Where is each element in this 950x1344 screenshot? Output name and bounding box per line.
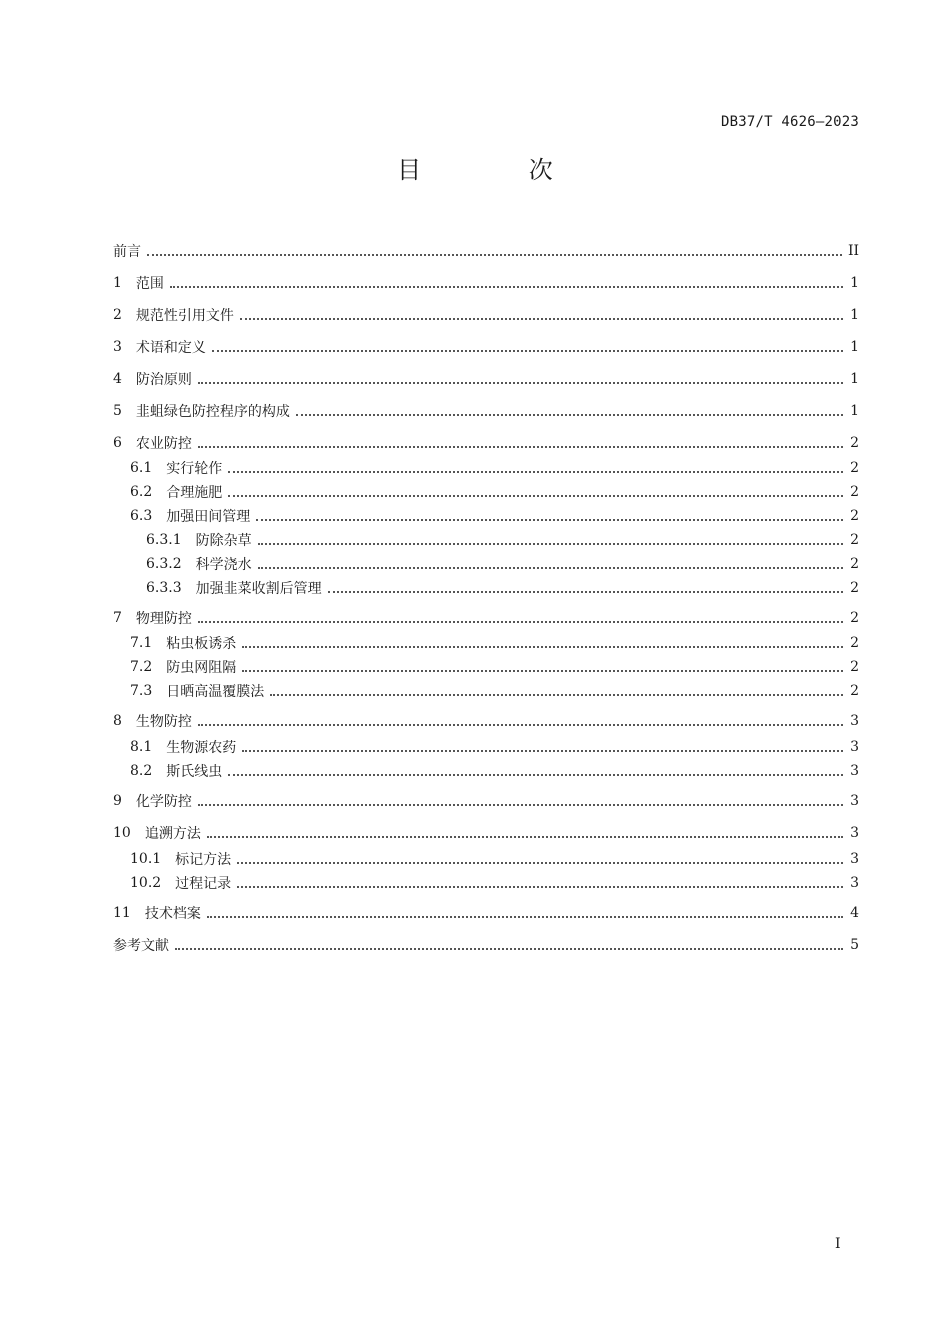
toc-entry[interactable] xyxy=(113,304,859,326)
toc-entry-page: 2 xyxy=(850,460,859,476)
toc-dot-leader xyxy=(258,529,843,551)
toc-entry-number: 10.1 xyxy=(130,851,162,867)
toc-entry-number: 4 xyxy=(113,371,122,387)
toc-entry[interactable] xyxy=(130,848,859,870)
toc-entry-label: 防治原则 xyxy=(135,372,192,388)
toc-entry[interactable] xyxy=(130,481,859,503)
toc-entry-page: 2 xyxy=(850,484,859,500)
toc-entry-label: 范围 xyxy=(135,276,164,292)
toc-entry-label: 化学防控 xyxy=(135,794,192,810)
toc-entry-page: II xyxy=(847,243,859,259)
toc-entry-number: 7 xyxy=(113,610,122,626)
toc-entry-page: 2 xyxy=(850,435,859,451)
toc-entry-page: 3 xyxy=(850,713,859,729)
page-number: I xyxy=(835,1236,841,1252)
toc-dot-leader xyxy=(256,505,843,527)
toc-dot-leader xyxy=(207,902,843,924)
toc-dot-leader xyxy=(198,432,843,454)
toc-entry[interactable] xyxy=(113,607,859,629)
toc-entry-label: 合理施肥 xyxy=(166,485,223,501)
toc-entry[interactable] xyxy=(130,656,859,678)
toc-entry-page: 1 xyxy=(850,307,859,323)
toc-entry-page: 2 xyxy=(850,659,859,675)
toc-entry-page: 2 xyxy=(850,610,859,626)
toc-entry[interactable] xyxy=(113,432,859,454)
toc-entry[interactable] xyxy=(113,790,859,812)
toc-entry[interactable] xyxy=(130,457,859,479)
toc-dot-leader xyxy=(228,481,843,503)
toc-entry-number: 7.2 xyxy=(130,659,153,675)
toc-dot-leader xyxy=(228,760,843,782)
toc-entry[interactable] xyxy=(113,710,859,732)
toc-entry-page: 1 xyxy=(850,339,859,355)
toc-dot-leader xyxy=(240,304,843,326)
toc-dot-leader xyxy=(198,790,843,812)
toc-entry[interactable] xyxy=(113,822,859,844)
toc-entry-number: 10 xyxy=(113,825,131,841)
toc-dot-leader xyxy=(207,822,843,844)
toc-entry-number: 7.1 xyxy=(130,635,153,651)
toc-entry-label: 标记方法 xyxy=(175,852,232,868)
toc-entry[interactable] xyxy=(113,240,859,262)
toc-dot-leader xyxy=(147,240,842,262)
toc-entry-label: 生物源农药 xyxy=(166,740,237,756)
toc-dot-leader xyxy=(228,457,843,479)
toc-entry-number: 6.3.3 xyxy=(146,580,182,596)
toc-dot-leader xyxy=(212,336,843,358)
toc-dot-leader xyxy=(296,400,843,422)
toc-entry[interactable] xyxy=(130,632,859,654)
toc-entry-number: 6.3 xyxy=(130,508,153,524)
toc-entry[interactable] xyxy=(113,336,859,358)
toc-entry-page: 3 xyxy=(850,851,859,867)
toc-entry-number: 1 xyxy=(113,275,122,291)
toc-entry-number: 8.1 xyxy=(130,739,153,755)
toc-dot-leader xyxy=(237,872,843,894)
toc-entry-label: 加强韭菜收割后管理 xyxy=(195,581,322,597)
toc-dot-leader xyxy=(198,607,843,629)
toc-entry-number: 10.2 xyxy=(130,875,162,891)
toc-entry-label: 过程记录 xyxy=(175,876,232,892)
toc-entry[interactable] xyxy=(130,760,859,782)
toc-entry[interactable] xyxy=(130,736,859,758)
toc-entry-page: 3 xyxy=(850,763,859,779)
toc-entry-page: 2 xyxy=(850,580,859,596)
toc-entry-page: 4 xyxy=(850,905,859,921)
toc-entry-number: 2 xyxy=(113,307,122,323)
toc-entry-page: 1 xyxy=(850,403,859,419)
toc-dot-leader xyxy=(170,272,843,294)
toc-entry-page: 2 xyxy=(850,532,859,548)
toc-entry-page: 3 xyxy=(850,875,859,891)
toc-entry-number: 5 xyxy=(113,403,122,419)
toc-dot-leader xyxy=(198,368,843,390)
toc-entry-number: 6.3.1 xyxy=(146,532,182,548)
toc-entry[interactable] xyxy=(146,529,859,551)
toc-entry-page: 2 xyxy=(850,556,859,572)
toc-entry-label: 参考文献 xyxy=(113,938,169,954)
toc-dot-leader xyxy=(175,934,843,956)
toc-entry-number: 9 xyxy=(113,793,122,809)
standard-code: DB37/T 4626—2023 xyxy=(720,114,859,130)
toc-dot-leader xyxy=(328,577,843,599)
toc-entry-number: 6 xyxy=(113,435,122,451)
toc-entry-label: 农业防控 xyxy=(135,436,192,452)
toc-entry-label: 前言 xyxy=(113,244,141,260)
toc-entry-number: 3 xyxy=(113,339,122,355)
toc-entry-page: 5 xyxy=(850,937,859,953)
toc-entry-number: 8.2 xyxy=(130,763,153,779)
toc-entry-page: 2 xyxy=(850,683,859,699)
toc-entry-label: 加强田间管理 xyxy=(166,509,251,525)
toc-dot-leader xyxy=(242,656,843,678)
toc-entry-number: 8 xyxy=(113,713,122,729)
toc-entry[interactable] xyxy=(113,934,859,956)
toc-dot-leader xyxy=(242,736,843,758)
toc-dot-leader xyxy=(237,848,843,870)
toc-entry-page: 3 xyxy=(850,793,859,809)
toc-entry[interactable] xyxy=(146,577,859,599)
toc-entry-label: 实行轮作 xyxy=(166,461,223,477)
toc-entry-label: 技术档案 xyxy=(144,906,201,922)
toc-dot-leader xyxy=(270,680,843,702)
toc-entry-page: 1 xyxy=(850,371,859,387)
toc-entry-number: 6.1 xyxy=(130,460,153,476)
toc-dot-leader xyxy=(242,632,843,654)
toc-entry[interactable] xyxy=(113,368,859,390)
toc-entry[interactable] xyxy=(146,553,859,575)
toc-entry-label: 规范性引用文件 xyxy=(135,308,234,324)
toc-entry-page: 2 xyxy=(850,635,859,651)
toc-entry-number: 6.3.2 xyxy=(146,556,182,572)
toc-entry[interactable] xyxy=(113,272,859,294)
toc-entry-label: 物理防控 xyxy=(135,611,192,627)
toc-entry-label: 追溯方法 xyxy=(144,826,201,842)
toc-entry[interactable] xyxy=(113,902,859,924)
toc-entry[interactable] xyxy=(113,400,859,422)
toc-entry-page: 3 xyxy=(850,739,859,755)
toc-entry-page: 2 xyxy=(850,508,859,524)
toc-entry-number: 11 xyxy=(113,905,131,921)
toc-entry-label: 斯氏线虫 xyxy=(166,764,223,780)
toc-entry-label: 防除杂草 xyxy=(195,533,252,549)
toc-entry-page: 1 xyxy=(850,275,859,291)
toc-entry-page: 3 xyxy=(850,825,859,841)
page-title: 目 次 xyxy=(397,156,603,184)
toc-entry-number: 6.2 xyxy=(130,484,153,500)
toc-entry-number: 7.3 xyxy=(130,683,153,699)
toc-entry[interactable] xyxy=(130,680,859,702)
toc-dot-leader xyxy=(258,553,843,575)
toc-entry-label: 生物防控 xyxy=(135,714,192,730)
toc-entry-label: 日晒高温覆膜法 xyxy=(166,684,265,700)
toc-entry-label: 术语和定义 xyxy=(135,340,206,356)
toc-entry[interactable] xyxy=(130,505,859,527)
toc-entry-label: 防虫网阻隔 xyxy=(166,660,237,676)
toc-entry-label: 科学浇水 xyxy=(195,557,252,573)
toc-entry-label: 粘虫板诱杀 xyxy=(166,636,237,652)
toc-entry[interactable] xyxy=(130,872,859,894)
toc-dot-leader xyxy=(198,710,843,732)
toc-entry-label: 韭蛆绿色防控程序的构成 xyxy=(135,404,290,420)
